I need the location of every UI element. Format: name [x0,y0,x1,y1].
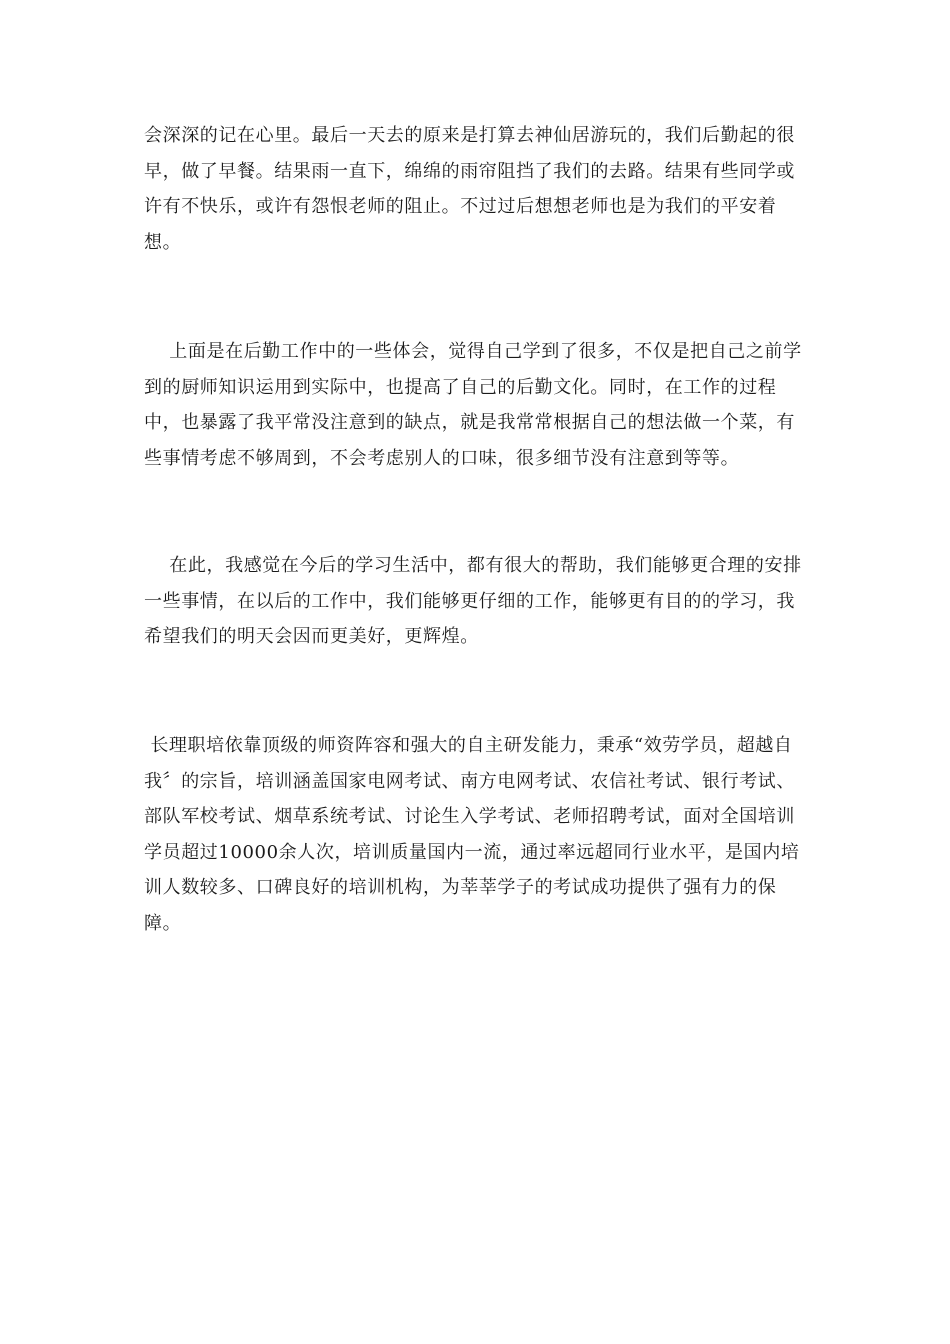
paragraph-work-reflection: 上面是在后勤工作中的一些体会，觉得自己学到了很多，不仅是把自己之前学到的厨师知识运用到实际中，也提高了自己的后勤文化。同时，在工作的过程中，也暴露了我平常没注意到的缺点，就是我常常根据自己的想法做一个菜，有些事情考虑不够周到，不会考虑别人的口味，很多细节没有注意到等等。 [144,341,802,469]
paragraph-closing-trip: 会深深的记在心里。最后一天去的原来是打算去神仙居游玩的，我们后勤起的很早，做了早餐。结果雨一直下，绵绵的雨帘阻挡了我们的去路。结果有些同学或许有不快乐，或许有怨恨老师的阻止。不过过后想想老师也是为我们的平安着想。 [144,125,795,253]
paragraph-training-ad: 长理职培依靠顶级的师资阵容和强大的自主研发能力，秉承“效劳学员，超越自我〞的宗旨，培训涵盖国家电网考试、南方电网考试、农信社考试、银行考试、部队军校考试、烟草系统考试、讨论生入学考试、老师招聘考试，面对全国培训学员超过10000余人次，培训质量国内一流，通过率远超同行业水平，是国内培训人数较多、口碑良好的培训机构，为莘莘学子的考试成功提供了强有力的保障。 [144,735,800,934]
paragraph-future-outlook: 在此，我感觉在今后的学习生活中，都有很大的帮助，我们能够更合理的安排一些事情，在以后的工作中，我们能够更仔细的工作，能够更有目的的学习，我希望我们的明天会因而更美好，更辉煌。 [144,555,802,647]
